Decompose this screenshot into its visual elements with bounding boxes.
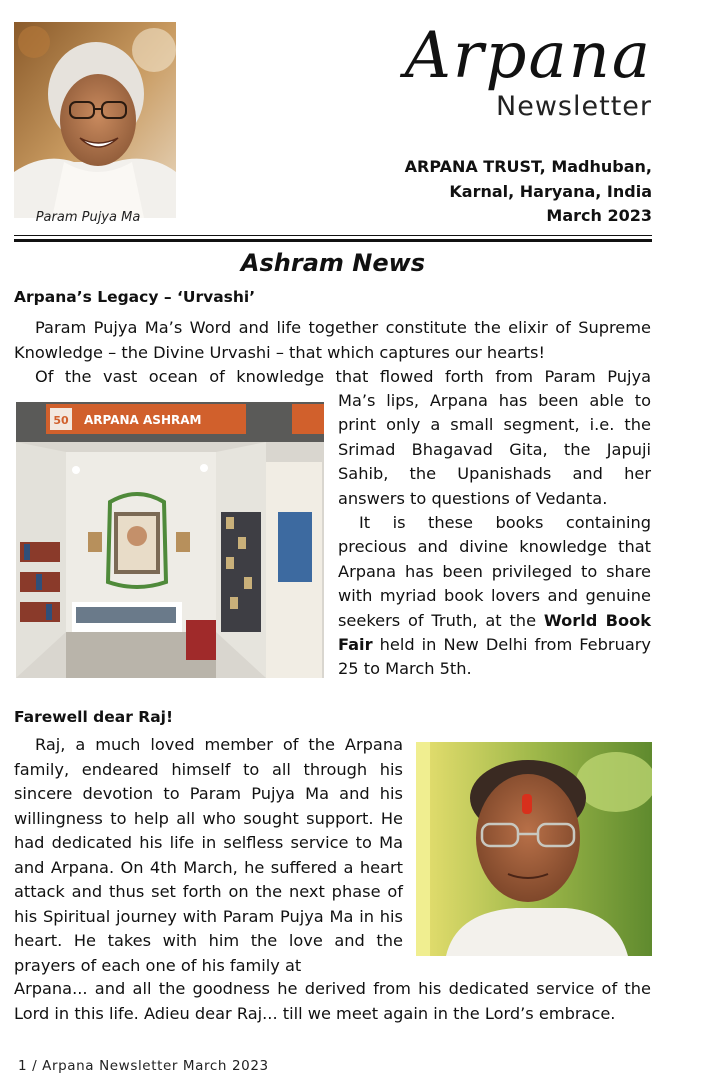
publisher-line-1: ARPANA TRUST, Madhuban, [404, 157, 652, 176]
raj-photo [416, 742, 652, 956]
masthead [340, 18, 652, 124]
farewell-paragraph-full: Arpana... and all the goodness he derived from his dedicated service of the Lord in this life. Adieu dear Raj... till we meet again in the Lord’s embrace. [14, 979, 651, 1023]
issue-date: March 2023 [546, 206, 652, 225]
header-rule-top [14, 235, 652, 236]
publisher-block [405, 155, 652, 229]
legacy-paragraph-1: Param Pujya Ma’s Word and life together constitute the elixir of Supreme Knowledge – the Divine Urvashi – that which captures our hearts! [14, 318, 651, 362]
legacy-paragraph-3-start: It is these books containing precious and divine knowledge that Arpana has been privileged to share with myriad book lovers and genuine seekers of Truth, at the [338, 513, 651, 630]
booth-banner-text: ARPANA ASHRAM [84, 413, 202, 427]
newsletter-title: Arpana [404, 19, 652, 93]
farewell-heading: Farewell dear Raj! [14, 708, 174, 726]
portrait-caption: Param Pujya Ma [35, 210, 141, 225]
page-footer: 1 / Arpana Newsletter March 2023 [18, 1058, 269, 1074]
legacy-paragraph-3 [338, 511, 651, 682]
publisher-line-2: Karnal, Haryana, India [449, 181, 652, 201]
farewell-paragraph-left: Raj, a much loved member of the Arpana family, endeared himself to all through his sincere devotion to Param Pujya Ma and his willingness to help all who sought support. He had dedicated his life in selfless service to Ma and Arpana. On 4th March, he suffered a heart attack and thus set forth on the next phase of his Spiritual journey with Param Pujya Ma in his heart. He takes with him the love and the prayers of each one of his family at [14, 735, 403, 975]
legacy-paragraph-2-first-line: Of the vast ocean of knowledge that flowed forth from Param Pujya [35, 367, 651, 386]
book-fair-booth-photo [16, 402, 324, 678]
booth-logo-text: 50 [53, 414, 69, 427]
section-title: Ashram News [240, 249, 426, 277]
header-rule-bottom [14, 239, 652, 242]
world-book-fair: World Book Fair [338, 610, 651, 655]
legacy-paragraph-2-continued: Ma’s lips, Arpana has been able to print only a small segment, i.e. the Srimad Bhagavad Gita, the Japuji Sahib, the Upanishads and her answers to questions of Vedanta. [338, 391, 651, 508]
portrait-photo [14, 22, 176, 218]
legacy-paragraph-3-end: held in New Delhi from February 25 to March 5th. [338, 635, 651, 679]
legacy-heading: Arpana’s Legacy – ‘Urvashi’ [14, 288, 256, 306]
newsletter-subtitle: Newsletter [496, 91, 652, 122]
